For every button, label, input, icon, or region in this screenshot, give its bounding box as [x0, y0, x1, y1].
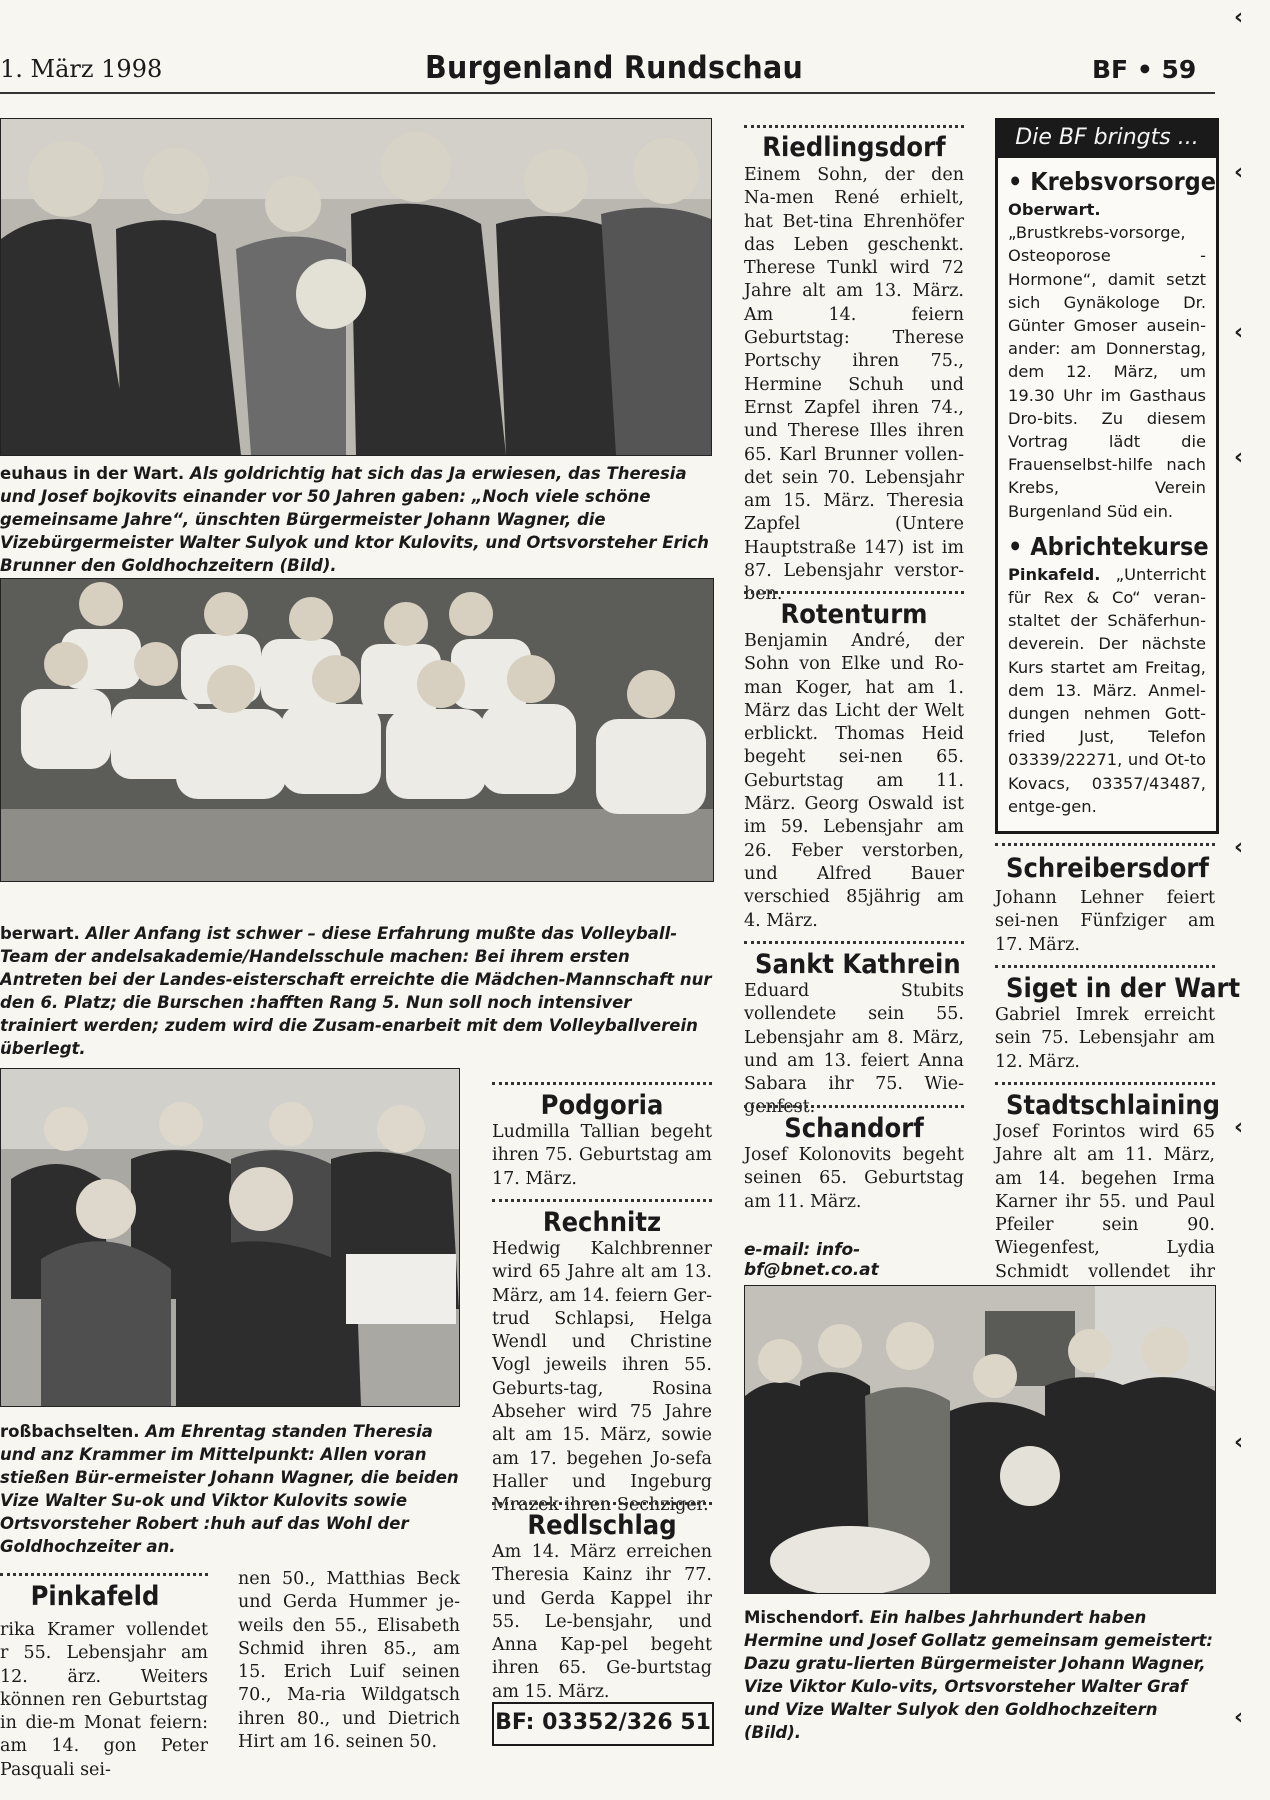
newspaper-title: Burgenland Rundschau [425, 50, 804, 86]
margin-mark: ‹ [1234, 160, 1244, 185]
margin-mark: ‹ [1234, 1115, 1244, 1140]
caption-neuhaus: euhaus in der Wart. Als goldrichtig hat sich das Ja erwiesen, das Theresia und Josef bojkovits einander vor 50 Jahren gaben: „Noch viele schöne gemeinsame Jahre“, ünschten Bürgermeister Johann Wagner, die Vizebürgermeister Walter Sulyok und ktor Kulovits, und Ortsvorsteher Erich Brunner den Goldhochzeitern (Bild). [0, 464, 709, 575]
divider-dots [744, 591, 964, 594]
info-box-item-text: Pinkafeld. „Unterricht für Rex & Co“ veran-staltet der Schäferhun-deverein. Der nächste Kurs startet am Freitag, dem 13. März. Anmel-dungen nehmen Gott-fried Just, Telefon 03339/22271, und Ot-to Kovacs, 03357/43487, entge-gen. [1008, 564, 1206, 816]
header-rule [0, 92, 1215, 94]
divider-dots [492, 1082, 712, 1085]
divider-dots [492, 1502, 712, 1505]
section-title-schreibersdorf: Schreibersdorf [1006, 853, 1209, 884]
info-box-heading: Die BF bringts ... [998, 121, 1216, 158]
caption-grossbachselten: roßbachselten. Am Ehrentag standen Theresia und anz Krammer im Mittelpunkt: Allen voran stießen Bür-ermeister Johann Wagner, die beiden Vize Walter Su-ok und Viktor Kulovits sowie Ortsvorsteher Robert :huh auf das Wohl der Goldhochzeiter an. [0, 1422, 459, 1556]
section-text-pinkafeld-col1: rika Kramer vollendet r 55. Lebensjahr am 12. ärz. Weiters können ren Geburtstag in die-m Monat feiern: am 14. gon Peter Pasquali sei- [0, 1620, 208, 1780]
issue-date: 1. März 1998 [0, 55, 163, 83]
info-box-item-title: • Krebsvorsorge [1008, 167, 1217, 196]
section-title-schandorf: Schandorf [784, 1113, 924, 1144]
caption-oberwart: berwart. Aller Anfang ist schwer – diese Erfahrung mußte das Volleyball-Team der andelsakademie/Handelsschule machen: Bei ihrem ersten Antreten bei der Landes-eisterschaft erreichte die Mädchen-Mannschaft nur den 6. Platz; die Burschen :hafften Rang 5. Nun soll noch intensiver trainiert werden; zudem wird die Zusam-enarbeit mit dem Volleyballverein überlegt. [0, 924, 712, 1058]
section-title-rotenturm: Rotenturm [780, 599, 928, 630]
section-text-redlschlag: Am 14. März erreichen Theresia Kainz ihr 77. und Gerda Kappel ihr 55. Le-bensjahr, und Anna Kap-pel begeht ihren 65. Ge-burtstag am 15. März. [492, 1542, 712, 1702]
section-text-sankt-kathrein: Eduard Stubits vollendete sein 55. Lebensjahr am 8. März, und am 13. feiert Anna Sabara ihr 75. Wie-genfest. [744, 981, 964, 1118]
section-text-podgoria: Ludmilla Tallian begeht ihren 75. Geburtstag am 17. März. [492, 1122, 712, 1189]
caption-mischendorf: Mischendorf. Ein halbes Jahrhundert haben Hermine und Josef Gollatz gemeinsam gemeistert: Dazu gratu-lierten Bürgermeister Johann Wagner, Vize Viktor Kulo-vits, Ortsvorsteher Walter Graf und Vize Walter Sulyok den Goldhochzeitern (Bild). [744, 1608, 1213, 1742]
divider-dots [744, 1105, 964, 1108]
section-title-pinkafeld: Pinkafeld [30, 1581, 160, 1612]
divider-dots [995, 1082, 1215, 1085]
margin-mark: ‹ [1234, 1705, 1244, 1730]
info-box-item-text: Oberwart. „Brustkrebs-vorsorge, Osteoporose - Hormone“, damit setzt sich Gynäkologe Dr. Günter Gmoser ausein-ander: am Donnerstag, dem 12. März, um 19.30 Uhr im Gasthaus Dro-bits. Zu diesem Vortrag lädt die Frauenselbst-hilfe nach Krebs, Verein Burgenland Süd ein. [1008, 200, 1206, 521]
divider-dots [492, 1199, 712, 1202]
section-text-rechnitz: Hedwig Kalchbrenner wird 65 Jahre alt am 13. März, am 14. feiern Ger-trud Schlapsi, Helga Wendl und Christine Vogl jeweils ihren 55. Geburts-tag, Rosina Abseher wird 75 Jahre alt am 15. März, sowie am 17. begehen Jo-sefa Haller und Ingeburg Mrazek ihren Sechziger. [492, 1239, 712, 1516]
photo-oberwart-volleyball-team [0, 578, 714, 882]
info-box-item-title: • Abrichtekurse [1008, 531, 1209, 561]
section-text-riedlingsdorf: Einem Sohn, der den Na-men René erhielt, hat Bet-tina Ehrenhöfer das Leben geschenkt. Therese Tunkl wird 72 Jahre alt am 13. März. Am 14. feiern Geburtstag: Therese Portschy ihren 75., Hermine Schuh und Ernst Zapfel ihren 74., und Therese Illes ihren 65. Karl Brunner vollen-det sein 70. Lebensjahr am 15. März. Theresia Zapfel (Untere Hauptstraße 147) ist im 87. Lebensjahr verstor-ben. [744, 165, 964, 605]
section-text-schreibersdorf: Johann Lehner feiert sei-nen Fünfziger am 17. März. [995, 888, 1215, 955]
section-text-siget-in-der-wart: Gabriel Imrek erreicht sein 75. Lebensjahr am 12. März. [995, 1005, 1215, 1072]
section-title-riedlingsdorf: Riedlingsdorf [762, 132, 946, 163]
section-title-redlschlag: Redlschlag [527, 1510, 677, 1541]
info-box-die-bf-bringts [995, 118, 1219, 834]
bf-phone-number: BF: 03352/326 51 [492, 1702, 714, 1746]
section-text-rotenturm: Benjamin André, der Sohn von Elke und Ro-man Koger, hat am 1. März das Licht der Welt erblickt. Thomas Heid begeht sei-nen 65. Geburtstag am 11. März. Georg Oswald ist im 59. Lebensjahr am 26. Feber verstorben, und Alfred Bauer verschied 85jährig am 4. März. [744, 631, 964, 931]
margin-mark: ‹ [1234, 1430, 1244, 1455]
section-title-siget-in-der-wart: Siget in der Wart [1006, 973, 1241, 1004]
photo-grossbachselten-golden-wedding [0, 1068, 460, 1407]
divider-dots [744, 125, 964, 128]
margin-mark: ‹ [1234, 5, 1244, 30]
section-title-sankt-kathrein: Sankt Kathrein [755, 949, 961, 980]
section-title-rechnitz: Rechnitz [542, 1207, 662, 1238]
margin-mark: ‹ [1234, 320, 1244, 345]
margin-mark: ‹ [1234, 835, 1244, 860]
section-text-stadtschlaining: Josef Forintos wird 65 Jahre alt am 11. März, am 14. begehen Irma Karner ihr 55. und Paul Pfeiler sein 90. Wiegenfest, Lydia Schmidt vollendet ihr [995, 1122, 1215, 1282]
margin-mark: ‹ [1234, 445, 1244, 470]
page-number: BF • 59 [1092, 55, 1197, 84]
section-text-pinkafeld-col2: nen 50., Matthias Beck und Gerda Hummer je-weils den 55., Elisabeth Schmid ihren 85., am 15. Erich Luif seinen 70., Ma-ria Wildgatsch ihren 80., und Dietrich Hirt am 16. seinen 50. [238, 1569, 460, 1753]
section-title-stadtschlaining: Stadtschlaining [1006, 1090, 1221, 1121]
divider-dots [744, 941, 964, 944]
divider-dots [995, 965, 1215, 968]
divider-dots [995, 843, 1215, 846]
contact-email: e-mail: info-bf@bnet.co.at [744, 1240, 879, 1280]
section-title-podgoria: Podgoria [540, 1090, 664, 1121]
photo-neuhaus-golden-wedding [0, 118, 712, 456]
photo-mischendorf-golden-wedding [744, 1285, 1216, 1594]
section-text-schandorf: Josef Kolonovits begeht seinen 65. Geburtstag am 11. März. [744, 1145, 964, 1212]
divider-dots [0, 1573, 208, 1576]
